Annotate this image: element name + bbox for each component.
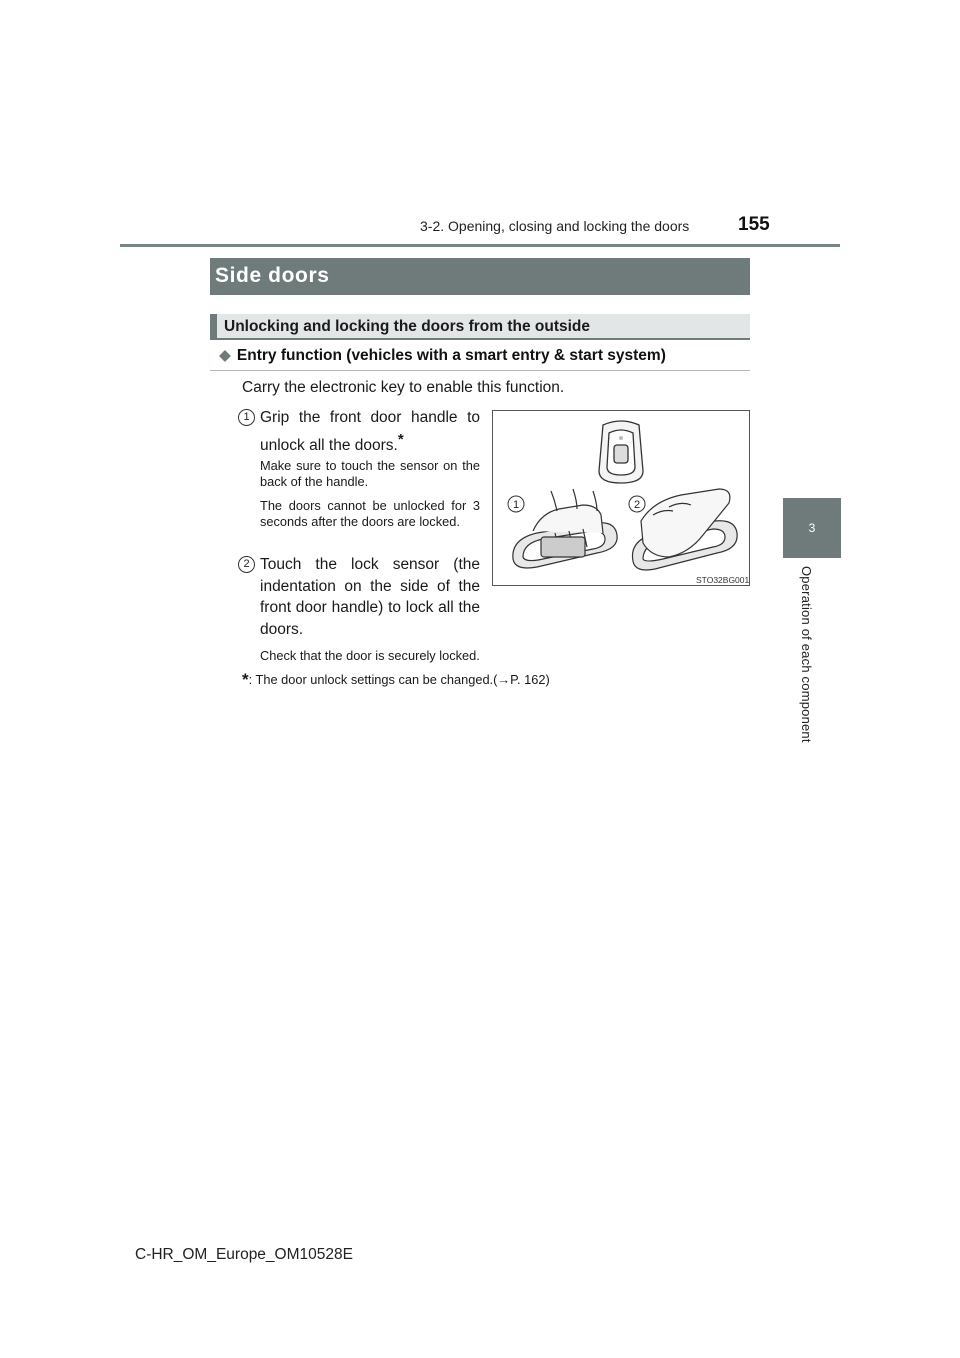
step-1-note-1: Make sure to touch the sensor on the back of the handle. [260,458,480,489]
topic-heading [219,346,666,365]
document-code: C-HR_OM_Europe_OM10528E [135,1246,353,1263]
step-1-footnote-marker: * [397,430,404,448]
smart-key-icon [599,421,643,483]
subsection-title: Unlocking and locking the doors from the outside [224,318,590,335]
topic-rule [210,370,750,371]
step-1-text-body: Grip the front door handle to unlock all the doors. [260,409,480,454]
page-number: 155 [738,214,770,235]
door-handle-touch-illustration [632,489,737,570]
step-2-number: 2 [238,556,255,573]
intro-text: Carry the electronic key to enable this function. [242,379,565,396]
topic-heading-text: Entry function (vehicles with a smart entry & start system) [236,347,666,364]
diamond-bullet-icon: ◆ [219,347,231,364]
chapter-number: 3 [808,521,816,535]
illustration-frame [492,410,750,586]
figure-callout-2: 2 [633,499,641,511]
figure-code: STO32BG001 [696,575,750,585]
chapter-title: Operation of each component [799,566,814,743]
step-1-note-2: The doors cannot be unlocked for 3 seconds after the doors are locked. [260,498,480,529]
door-handle-grip-illustration [513,489,617,568]
header-rule [120,244,840,247]
running-header: 3-2. Opening, closing and locking the doors [420,218,690,234]
step-2-note: Check that the door is securely locked. [260,648,480,663]
figure-callout-1: 1 [512,499,520,511]
section-title: Side doors [215,264,330,287]
footnote-text: : The door unlock settings can be changed.(→P. 162) [248,672,550,687]
step-2-text: Touch the lock sensor (the indentation on the side of the front door handle) to lock all the doors. [260,556,480,638]
door-handle-illustration [493,411,749,585]
footnote [242,670,550,690]
footnote-marker: * [242,670,249,689]
subsection-banner-accent [210,314,217,340]
step-1-number: 1 [238,409,255,426]
step-1-text [260,407,480,456]
